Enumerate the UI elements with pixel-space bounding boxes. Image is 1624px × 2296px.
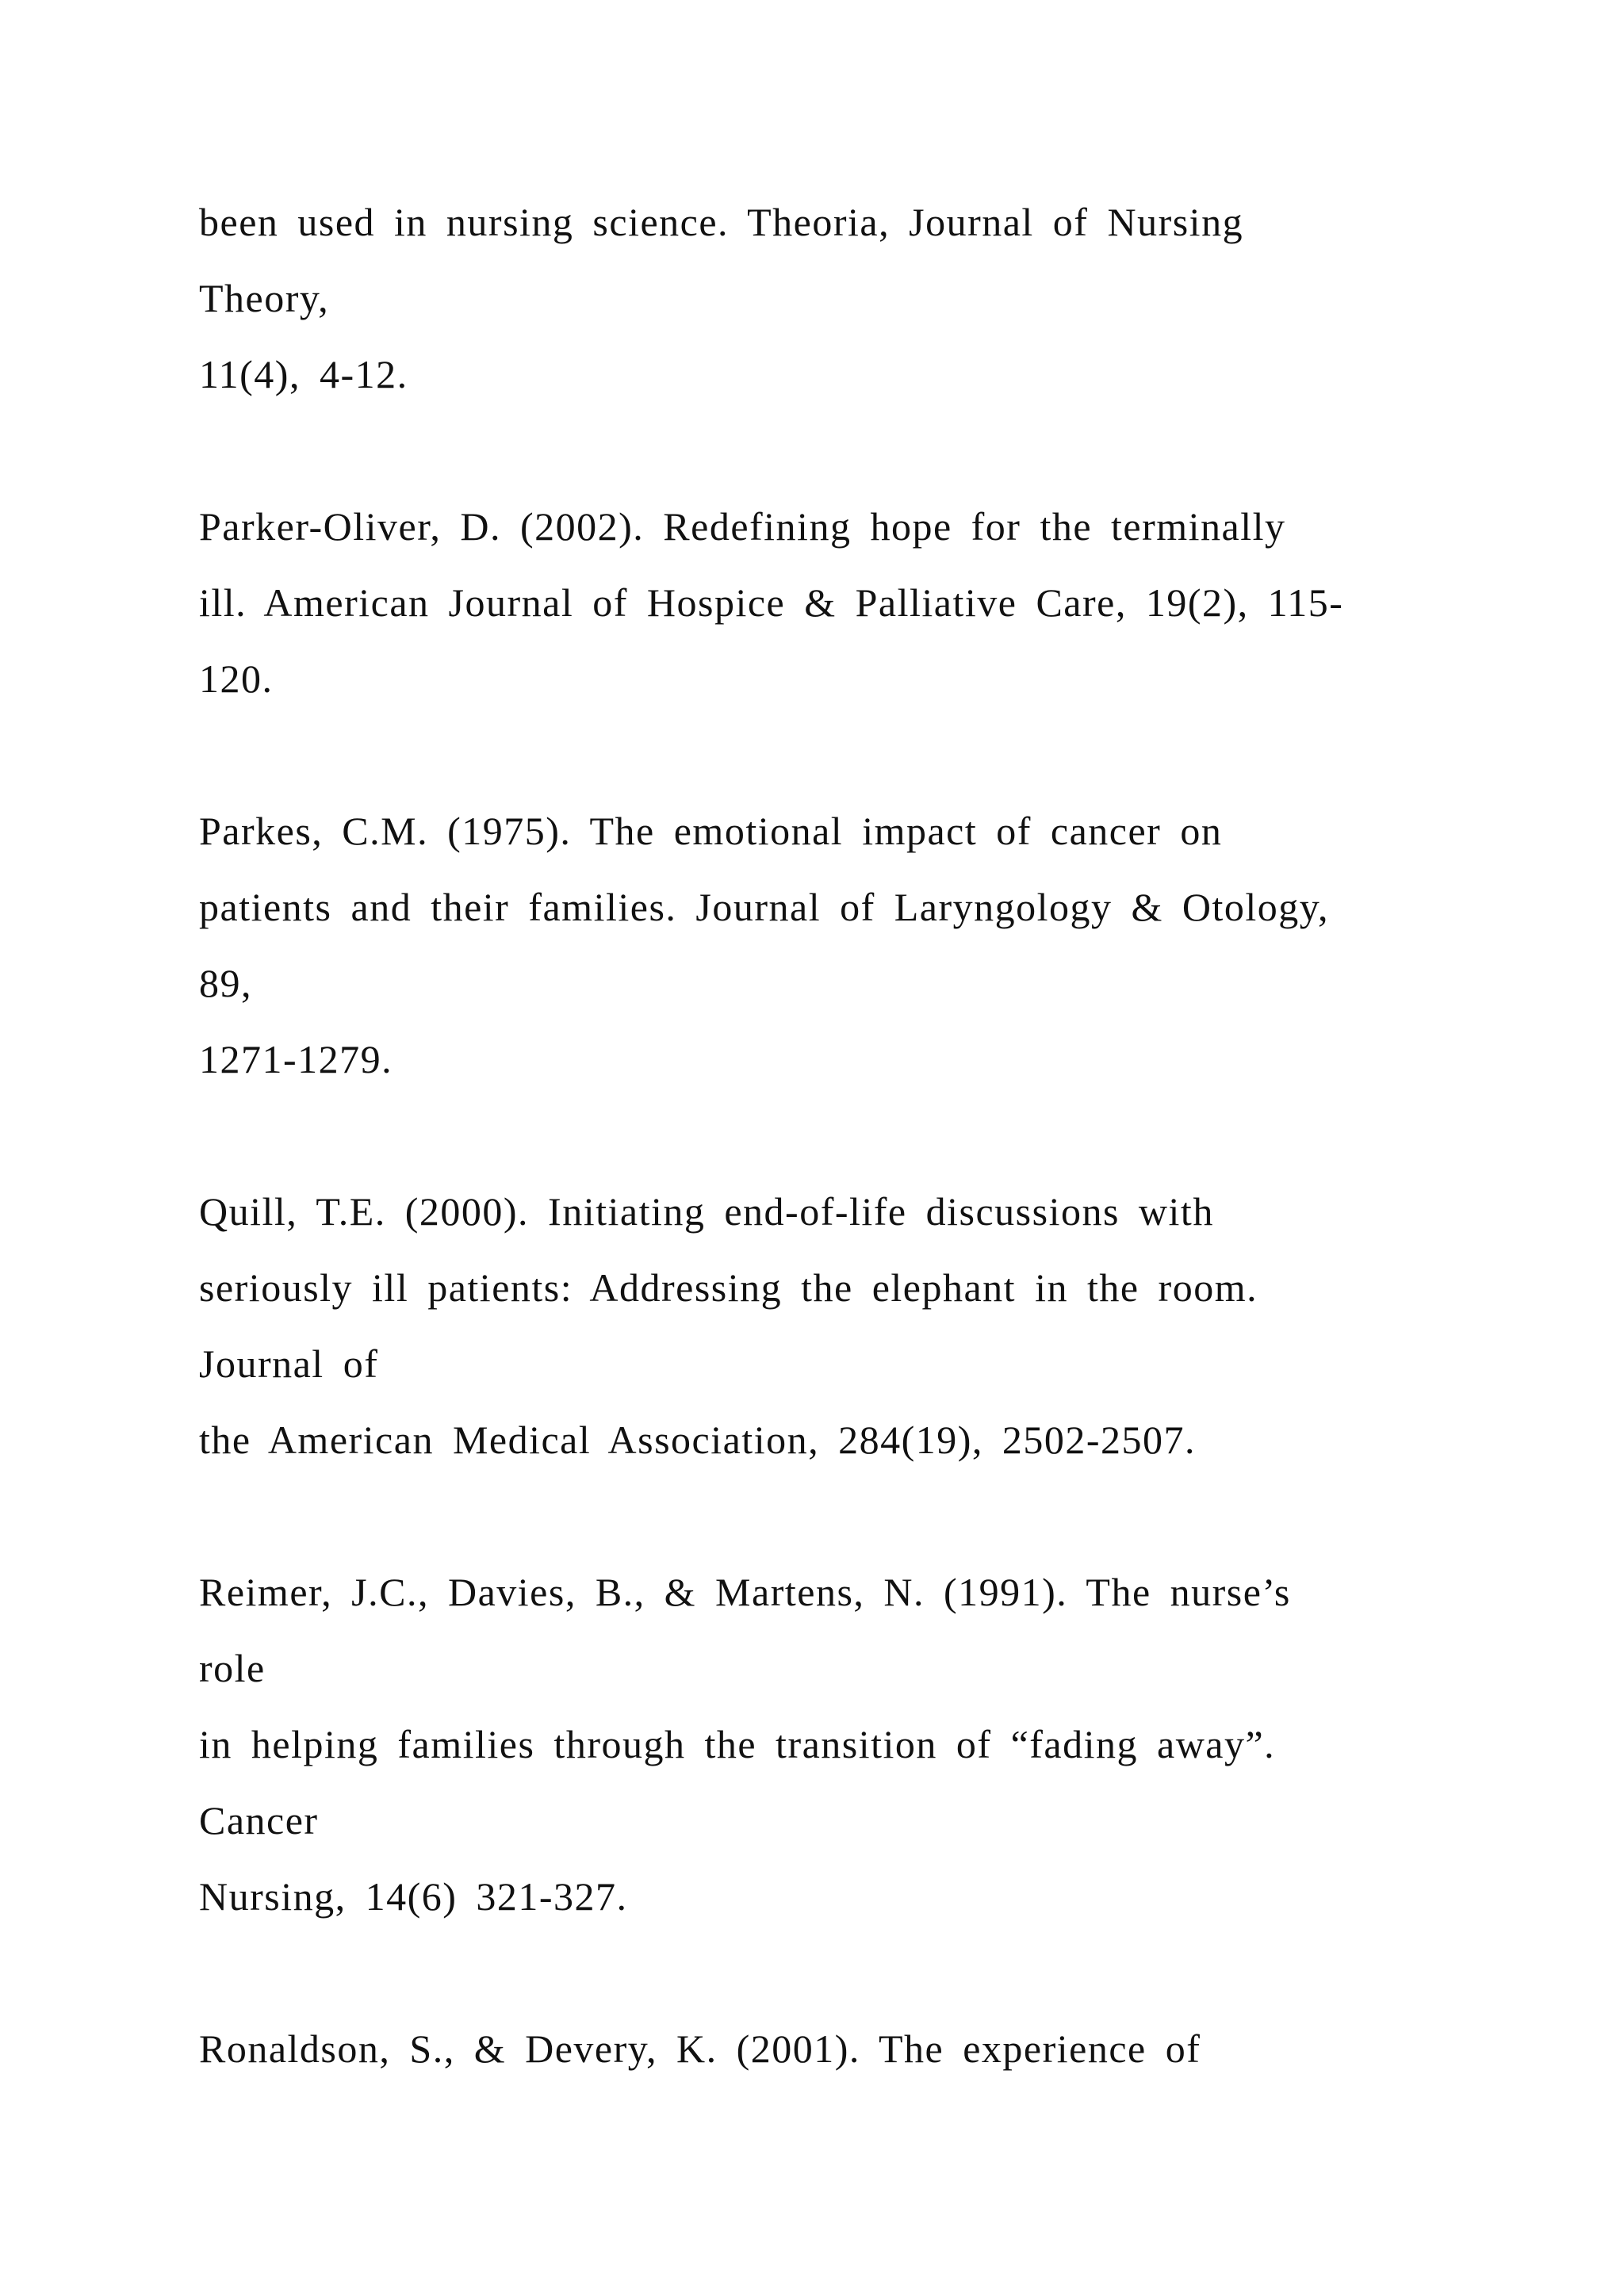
- reference-line: Journal of: [199, 1341, 379, 1386]
- reference-entry: [199, 2011, 1507, 2087]
- reference-line: 11(4), 4-12.: [199, 352, 408, 396]
- reference-line: Theory,: [199, 276, 330, 320]
- reference-line: Reimer, J.C., Davies, B., & Martens, N. (1991). The nurse’s: [199, 1570, 1291, 1614]
- reference-line: Ronaldson, S., & Devery, K. (2001). The experience of: [199, 2026, 1201, 2071]
- reference-line: Cancer: [199, 1798, 319, 1843]
- reference-line: 120.: [199, 656, 274, 701]
- reference-line: been used in nursing science. Theoria, Journal of Nursing: [199, 200, 1244, 244]
- reference-line: patients and their families. Journal of Laryngology & Otology,: [199, 885, 1330, 929]
- reference-line: the American Medical Association, 284(19), 2502-2507.: [199, 1418, 1197, 1462]
- reference-list: [199, 184, 1507, 2163]
- reference-entry: [199, 793, 1507, 1097]
- reference-line: seriously ill patients: Addressing the elephant in the room.: [199, 1265, 1258, 1310]
- reference-line: role: [199, 1646, 266, 1690]
- reference-line: ill. American Journal of Hospice & Palliative Care, 19(2), 115-: [199, 580, 1344, 625]
- reference-line: Nursing, 14(6) 321-327.: [199, 1874, 628, 1919]
- reference-line: Parker-Oliver, D. (2002). Redefining hope for the terminally: [199, 504, 1286, 549]
- reference-line: Parkes, C.M. (1975). The emotional impact of cancer on: [199, 809, 1223, 853]
- reference-line: in helping families through the transition of “fading away”.: [199, 1722, 1276, 1766]
- reference-entry: [199, 488, 1507, 717]
- reference-entry: [199, 1554, 1507, 1934]
- reference-line: 89,: [199, 961, 252, 1005]
- reference-line: 1271-1279.: [199, 1037, 393, 1081]
- reference-entry: [199, 1173, 1507, 1478]
- reference-entry: [199, 184, 1507, 412]
- reference-line: Quill, T.E. (2000). Initiating end-of-life discussions with: [199, 1189, 1214, 1234]
